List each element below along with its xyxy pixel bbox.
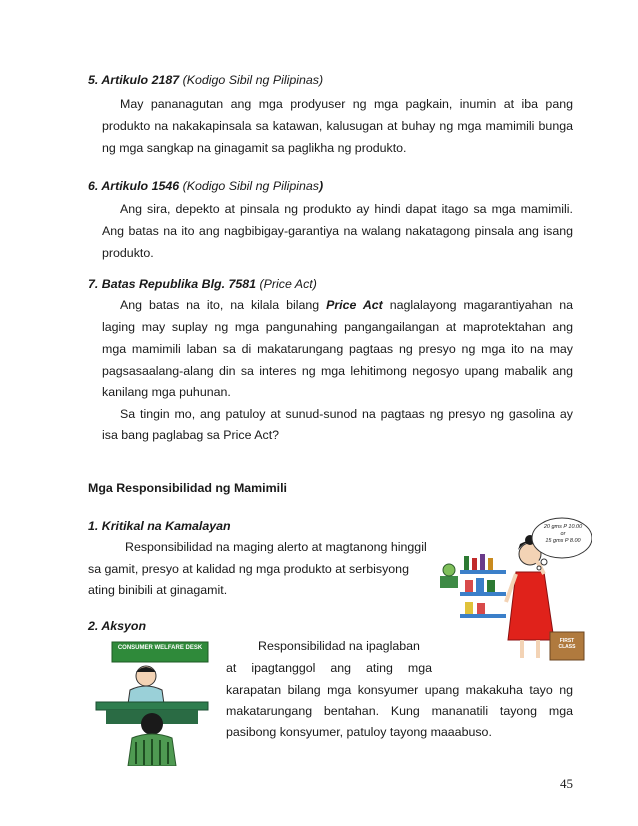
section-7-question: Sa tingin mo, ang patuloy at sunud-sunod na pagtaas ng presyo ng gasolina ay xyxy=(120,407,573,421)
section-5-line: ng mga sangkap na ginagamit sa paglikha ng produkto. xyxy=(102,141,407,155)
item-2-line: Responsibilidad na ipaglaban xyxy=(258,639,420,653)
bottle-icon xyxy=(472,558,477,570)
bottle-icon xyxy=(488,558,493,570)
section-5-line: produkto na nakakapinsala sa katawan, kalusugan at buhay ng mga mamimili bunga xyxy=(102,119,573,133)
box-icon xyxy=(465,602,473,614)
item-1-heading: 1. Kritikal na Kamalayan xyxy=(88,519,231,533)
bottle-icon xyxy=(480,554,485,570)
section-6-line: produkto. xyxy=(102,246,154,260)
item-1-line: ating binibili at ginagamit. xyxy=(88,583,228,597)
item-1-line: sa gamit, presyo at kalidad ng mga produkto at serbisyong xyxy=(88,562,409,576)
section-7-heading xyxy=(88,277,317,292)
item-1-line: Responsibilidad na maging alerto at magtanong hinggil xyxy=(125,540,427,554)
section-6-heading xyxy=(88,179,323,194)
item-2-line: at ipagtanggol ang ating mga xyxy=(226,661,432,675)
section-5-heading xyxy=(88,73,323,88)
section-6-line: Ang sira, depekto at pinsala ng produkto ay hindi dapat itago sa mga mamimili. xyxy=(120,202,573,216)
bubble-text xyxy=(538,524,588,545)
box-icon xyxy=(477,603,485,614)
desk-sign-label: CONSUMER WELFARE DESK xyxy=(117,645,203,651)
bottle-icon xyxy=(464,556,469,570)
item-2-heading: 2. Aksyon xyxy=(88,619,147,633)
article-number: 7. Batas Republika Blg. 7581 xyxy=(88,277,257,291)
box-icon xyxy=(476,578,484,592)
section-7-question: isa bang paglabag sa Price Act? xyxy=(102,428,280,442)
shopper-illustration xyxy=(432,512,592,672)
scale-icon xyxy=(440,576,458,588)
section-7-line xyxy=(120,298,573,313)
item-2-line: makatarungang bentahan. Kung mananatili tayong mga xyxy=(226,704,573,718)
box-icon xyxy=(487,580,495,592)
section-7-line: kanilang mga puhunan. xyxy=(102,385,231,399)
bubble-price: 15 gms P 8.00 xyxy=(545,538,581,544)
customer-head xyxy=(141,713,163,735)
bubble-price: 20 gms P 10.00 xyxy=(543,524,583,530)
article-source: (Kodigo Sibil ng Pilipinas) xyxy=(179,73,324,87)
item-2-line: pasibong konsyumer, patuloy tayong maaabuso. xyxy=(226,725,492,739)
article-number: 5. Artikulo 2187 xyxy=(88,73,180,87)
desk-icon xyxy=(96,702,208,710)
article-source-close: ) xyxy=(318,179,324,193)
shelf xyxy=(460,570,506,574)
page-number: 45 xyxy=(560,776,573,791)
price-act-emphasis: Price Act xyxy=(326,298,383,312)
article-source: (Price Act) xyxy=(256,277,317,291)
item-2-line: karapatan bilang mga konsyumer upang makakuha tayo ng xyxy=(226,683,573,697)
consumer-desk-illustration xyxy=(92,638,220,766)
section-7-line: laging may suplay ng mga pangunahing pangangailangan at maprotektahan ang xyxy=(102,320,573,334)
bubble-or: or xyxy=(560,531,566,537)
desk-drawing xyxy=(92,638,220,766)
section-7-line: mga mamimili laban sa di makatarungang pagtaas ng presyo ng mga ito na may xyxy=(102,342,573,356)
shelf xyxy=(460,592,506,596)
section-7-line: pagsasaalang-alang din sa interes ng mga lehitimong negosyo upang mabalik ang xyxy=(102,364,573,378)
shelf xyxy=(460,614,506,618)
section-7-text: naglalayong magarantiyahan na xyxy=(382,298,573,312)
section-7-text: Ang batas na ito, na kilala bilang xyxy=(120,298,327,312)
responsibilities-title: Mga Responsibilidad ng Mamimili xyxy=(88,481,287,495)
section-6-line: Ang batas na ito ang nagbibigay-garantiya na walang nakatagong pinsala ang isang xyxy=(102,224,573,238)
section-5-line: May pananagutan ang mga prodyuser ng mga pagkain, inumin at iba pang xyxy=(120,97,573,111)
box-label: FIRST CLASS xyxy=(558,638,576,650)
box-icon xyxy=(465,580,473,592)
article-number: 6. Artikulo 1546 xyxy=(88,179,180,193)
article-source: (Kodigo Sibil ng Pilipinas xyxy=(179,179,319,193)
